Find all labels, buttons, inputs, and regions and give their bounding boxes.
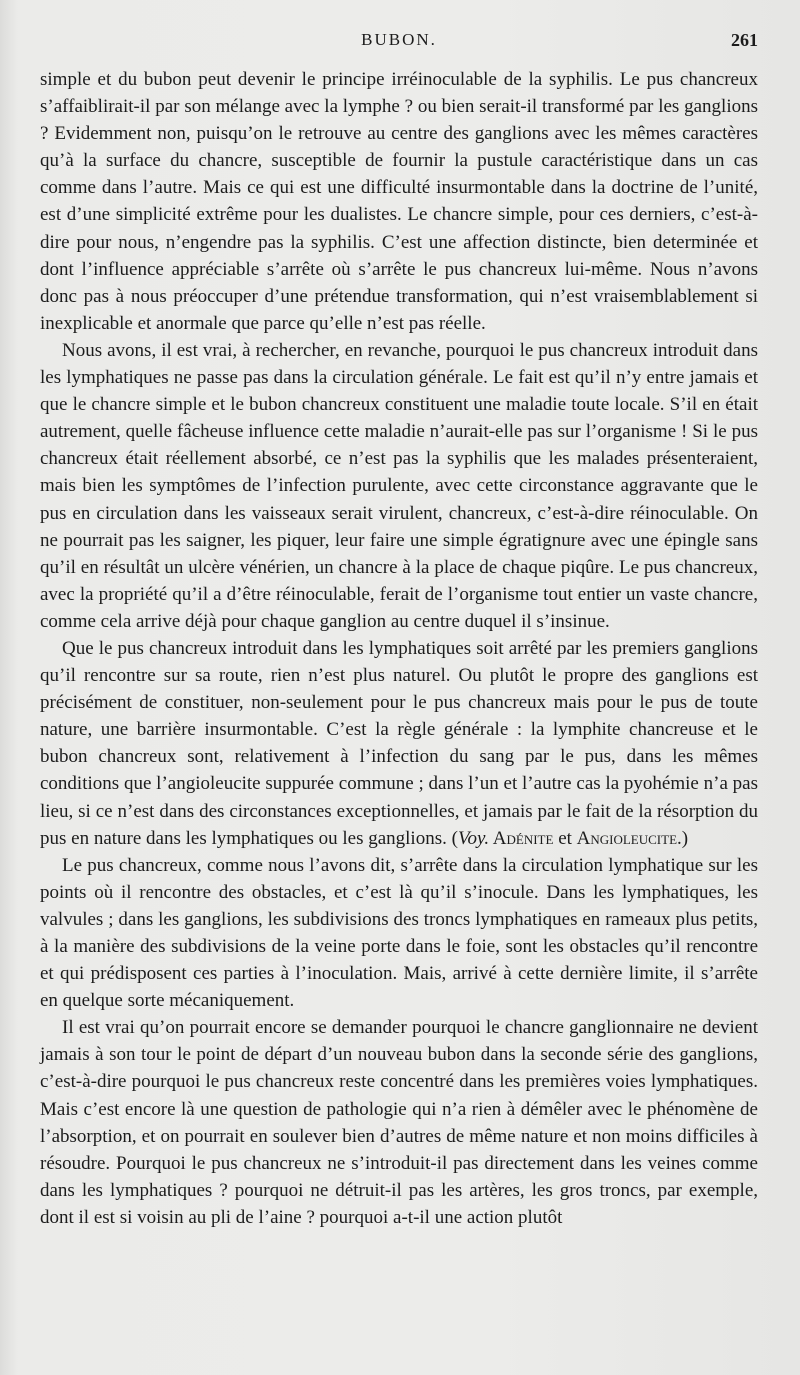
paragraph-3-text: Que le pus chancreux introduit dans les lymphatiques soit arrêté par les premiers ganglions qu’il rencontre sur sa route, rien n’est plus naturel. Ou plutôt le propre des ganglions est précisément de constituer, non-seulement pour le pus chancreux mais pour le pus de toute nature, une barrière insurmontable. C’est la règle générale : la lymphite chancreuse et le bubon chancreux sont, relativement à l’infection du sang par le pus, dans les mêmes conditions que l’angioleucite suppurée commune ; dans l’un et l’autre cas la pyohémie n’a pas lieu, si ce n’est dans des circonstances exceptionnelles, et jamais par le fait de la résorption du pus en nature dans les lymphatiques ou les ganglions. ( (40, 637, 758, 849)
paragraph-3 (40, 635, 758, 852)
reference-voy: Voy. (457, 827, 490, 849)
reference-adenite: Adénite (489, 827, 554, 849)
paragraph-2: Nous avons, il est vrai, à rechercher, en revanche, pourquoi le pus chancreux introduit dans les lymphatiques ne passe pas dans la circulation générale. Le fait est qu’il n’y entre jamais et que le chancre simple et le bubon chancreux constituent une maladie toute locale. S’il en était autrement, quelle fâcheuse influence cette maladie n’aurait-elle pas sur l’organisme ! Si le pus chancreux était réellement absorbé, ce n’est pas la syphilis que les malades présenteraient, mais bien les symptômes de l’infection purulente, avec cette circonstance aggravante que le pus en circulation dans les vaisseaux serait virulent, chancreux, c’est-à-dire réinoculable. On ne pourrait pas les saigner, les piquer, leur faire une simple égratignure avec une épingle sans qu’il en résultât un ulcère vénérien, un chancre à la place de chaque piqûre. Le pus chancreux, avec la propriété qu’il a d’être réinoculable, ferait de l’organisme tout entier un vaste chancre, comme cela arrive déjà pour chaque ganglion au centre duquel il s’insinue. (40, 339, 758, 632)
body-text (40, 66, 758, 1231)
reference-close: .) (677, 827, 689, 849)
page-number: 261 (731, 30, 758, 50)
reference-angioleucite: Angioleucite (576, 827, 678, 849)
paragraph-5: Il est vrai qu’on pourrait encore se demander pourquoi le chancre ganglionnaire ne devient jamais à son tour le point de départ d’un nouveau bubon dans la seconde série des ganglions, c’est-à-dire pourquoi le pus chancreux reste concentré dans les premières voies lymphatiques. Mais c’est encore là une question de pathologie qui n’a rien à démêler avec le phénomène de l’absorption, et on pourrait en soulever bien d’autres de même nature et non moins difficiles à résoudre. Pourquoi le pus chancreux ne s’introduit-il pas directement dans les veines comme dans les lymphatiques ? pourquoi ne détruit-il pas les artères, les gros troncs, par exemple, dont il est si voisin au pli de l’aine ? pourquoi a-t-il une action plutôt (40, 1017, 758, 1228)
reference-et: et (553, 827, 577, 849)
paragraph-1: simple et du bubon peut devenir le principe irréinoculable de la syphilis. Le pus chancreux s’affaiblirait-il par son mélange avec la lymphe ? ou bien serait-il transformé par les ganglions ? Evidemment non, puisqu’on le retrouve au centre des ganglions avec les mêmes caractères qu’à la surface du chancre, susceptible de fournir la pustule caractéristique dans un cas comme dans l’autre. Mais ce qui est une difficulté insurmontable dans la doctrine de l’unité, est d’une simplicité extrême pour les dualistes. Le chancre simple, pour ces derniers, c’est-à-dire pour nous, n’engendre pas la syphilis. C’est une affection distincte, bien determinée et dont l’influence appréciable s’arrête où s’arrête le pus chancreux lui-même. Nous n’avons donc pas à nous préoccuper d’une prétendue transformation, qui n’est vraisemblablement si inexplicable et anormale que parce qu’elle n’est pas réelle. (40, 69, 758, 334)
running-title: BUBON. (361, 30, 437, 49)
page-header (40, 30, 758, 58)
paragraph-4: Le pus chancreux, comme nous l’avons dit, s’arrête dans la circulation lymphatique sur les points où il rencontre des obstacles, et c’est là qu’il s’inocule. Dans les lymphatiques, les valvules ; dans les ganglions, les subdivisions des troncs lymphatiques en rameaux plus petits, à la manière des subdivisions de la veine porte dans le foie, sont les obstacles qu’il rencontre et qui prédisposent ces parties à l’inoculation. Mais, arrivé à cette dernière limite, il s’arrête en quelque sorte mécaniquement. (40, 854, 758, 1012)
